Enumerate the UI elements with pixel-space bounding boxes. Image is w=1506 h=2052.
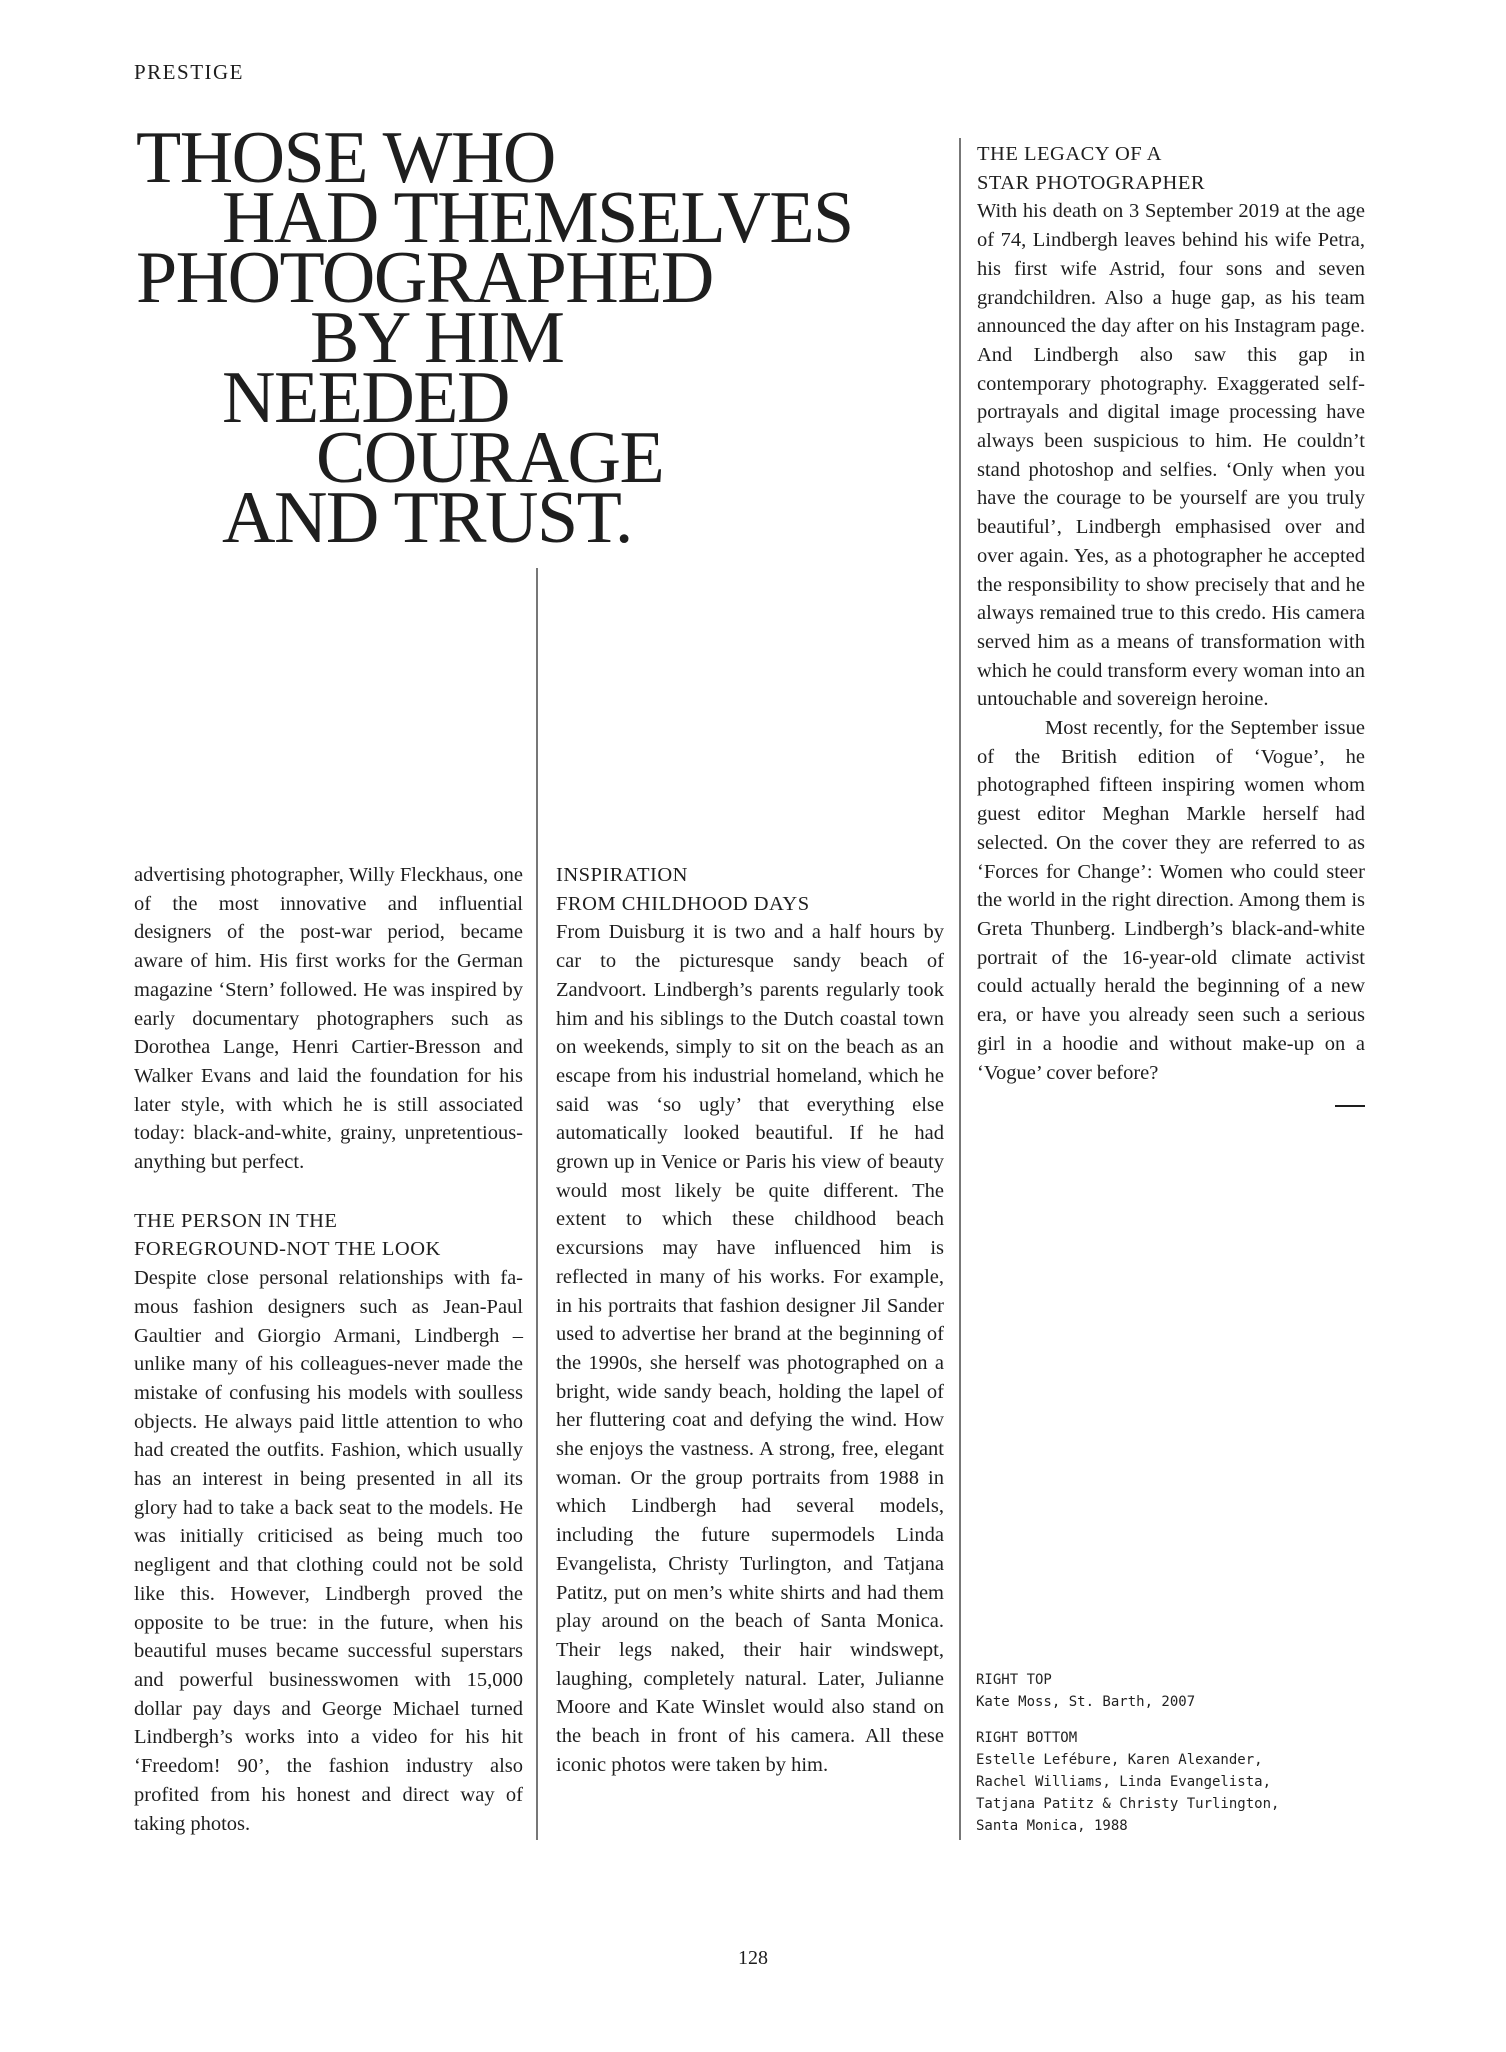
subhead-line: FROM CHILDHOOD DAYS — [556, 892, 810, 915]
article-column-1 — [134, 861, 523, 1838]
headline-line: NEEDED — [222, 357, 509, 439]
subhead-line: FOREGROUND-NOT THE LOOK — [134, 1238, 441, 1261]
body-paragraph: Most recently, for the September issue of the British edition of ‘Vogue’, he photographed fifteen inspiring women whom guest editor Meghan Markle herself had selected. On the cover they are referred to as ‘Forces for Change’: Women who could steer the world in the right direction. Among them is Greta Thunberg. Lindbergh’s black-and-white portrait of the 16-year-old climate activist could actually herald the beginning of a new era, or have you already seen such a serious girl in a hoodie and without make-up on a ‘Vogue’ cover before? — [977, 717, 1365, 1084]
caption-text: Kate Moss, St. Barth, 2007 — [976, 1694, 1196, 1710]
photo-captions — [976, 1669, 1316, 1851]
caption-right-top — [976, 1669, 1316, 1713]
pull-quote-headline — [136, 117, 916, 559]
body-paragraph: From Duisburg it is two and a half hours by car to the picturesque sandy beach of Zandvoort. Lindbergh’s parents regularly took him and his siblings to the Dutch coastal town on weekends, simply to sit on the beach as an escape from his industrial homeland, which he said was ‘so ugly’ that everything else automatically looked beautiful. If he had grown up in Venice or Paris his view of beauty would most likely be quite different. The extent to which these childhood beach excursions may have influenced him is reflected in many of his works. For example, in his portraits that fashion designer Jil Sander used to advertise her brand at the beginning of the 1990s, she herself was photographed on a bright, wide sandy beach, holding the lapel of her fluttering coat and defying the wind. How she enjoys the vastness. A strong, free, elegant woman. Or the group portraits from 1988 in which Lindbergh had several models, including the future supermodels Linda Evangelista, Christy Turlington, and Tatjana Patitz, put on men’s white shirts and had them play around on the beach of Santa Monica. Their legs naked, their hair windswept, laughing, completely natural. Later, Julianne Moore and Kate Winslet would also stand on the beach in front of his camera. All these iconic photos were taken by him. — [556, 921, 944, 1776]
article-column-2 — [556, 861, 944, 1780]
caption-right-bottom — [976, 1727, 1316, 1837]
subhead-line: THE PERSON IN THE — [134, 1209, 338, 1232]
subhead-line: THE LEGACY OF A — [977, 143, 1162, 165]
headline-line: COURAGE — [316, 417, 664, 499]
page-number: 128 — [738, 1947, 768, 1969]
section-subhead — [977, 140, 1365, 197]
column-divider — [536, 568, 538, 1840]
headline-line: AND TRUST. — [222, 477, 632, 559]
headline-line: HAD THEMSELVES — [222, 177, 853, 259]
headline-line: BY HIM — [310, 297, 564, 379]
headline-line: THOSE WHO — [136, 117, 555, 199]
section-label: PRESTIGE — [134, 60, 245, 84]
subhead-line: INSPIRATION — [556, 864, 688, 886]
caption-title: RIGHT BOTTOM — [976, 1730, 1078, 1746]
caption-title: RIGHT TOP — [976, 1672, 1052, 1688]
body-paragraph: Despite close personal relationships with famous fashion designers such as Jean-Paul Gaultier and Giorgio Armani, Lindbergh – unlike many of his colleagues-never made the mistake of confusing his models with soulless objects. He always paid little attention to who had created the outfits. Fashion, which usually has an interest in being presented in all its glory had to take a back seat to the models. He was initially criticised as being much too negligent and that clothing could not be sold like this. However, Lindbergh proved the opposite to be true: in the future, when his beautiful muses became successful superstars and powerful businesswomen with 15,000 dollar pay days and George Michael turned Lindbergh’s works into a video for his hit ‘Freedom! 90’, the fashion industry also profited from his honest and direct way of taking photos. — [134, 1267, 523, 1835]
column-divider — [959, 138, 961, 1840]
caption-text: Estelle Lefébure, Karen Alexander, Rachel Williams, Linda Evangelista, Tatjana Patitz & Christy Turlington, Santa Monica, 1988 — [976, 1752, 1280, 1834]
body-paragraph: With his death on 3 September 2019 at the age of 74, Lindbergh leaves behind his wife Petra, his first wife Astrid, four sons and seven grandchildren. Also a huge gap, as his team announced the day after on his Instagram page. And Lindbergh also saw this gap in contemporary photography. Exaggerated self-portrayals and digital image processing have always been suspicious to him. He couldn’t stand photoshop and selfies. ‘Only when you have the courage to be yourself are you truly beautiful’, Lindbergh emphasised over and over again. Yes, as a photographer he accepted the responsibility to show precisely that and he always remained true to this credo. His camera served him as a means of transformation with which he could transform every woman into an untouchable and sovereign heroine. — [977, 200, 1365, 711]
section-subhead — [134, 1207, 523, 1264]
article-column-3 — [977, 140, 1365, 1107]
end-of-article-mark — [1335, 1105, 1365, 1107]
body-paragraph: advertising photographer, Willy Fleckhaus, one of the most innovative and influential designers of the post-war period, became aware of him. His first works for the German magazine ‘Stern’ followed. He was inspired by early documentary photographers such as Dorothea Lange, Henri Cartier-Bresson and Walker Evans and laid the foundation for his later style, with which he is still associated today: black-and-white, grainy, unpretentious-anything but perfect. — [134, 864, 523, 1174]
headline-line: PHOTOGRAPHED — [136, 237, 713, 319]
subhead-line: STAR PHOTOGRAPHER — [977, 171, 1206, 194]
section-subhead — [556, 861, 944, 918]
